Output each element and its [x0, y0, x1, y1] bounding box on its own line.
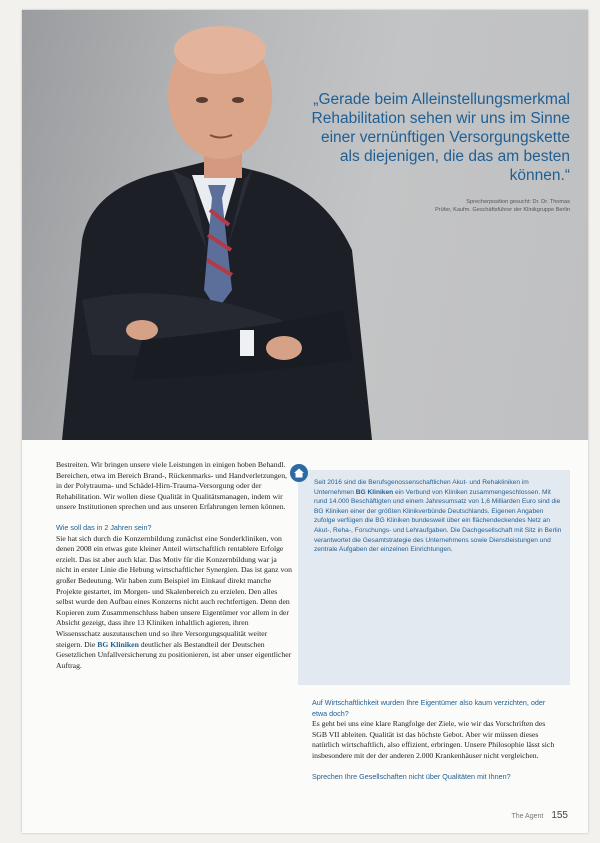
- pull-quote: „Gerade beim Alleinstellungsmerkmal Rehabilitation sehen wir uns im Sinne einer vernünftigen Versorgungskette als diejenigen, die das am besten können.“: [311, 91, 570, 184]
- right-column: [312, 698, 562, 782]
- left-paragraph-2: [56, 534, 294, 672]
- left-column: [56, 460, 294, 681]
- caption-line-1: Sprecherposition gesucht: Dr. Dr. Thomas: [466, 199, 570, 205]
- info-box: [298, 470, 570, 685]
- left-question-1: Wie soll das in 2 Jahren sein?: [56, 522, 152, 532]
- left-paragraph-2-end: deutlicher als Bestandteil der Deutschen Gesetzlichen Unfallversicherung zu positionieren, ist aber unser eigentlicher Auftrag.: [56, 639, 292, 670]
- left-paragraph-1: Bestreiten. Wir bringen unsere viele Leistungen in einigen hoben Behandl. Bereichen, etwa im Bereich Brand-, Rückenmarks- und Handverletzungen, in der Polytrauma- und Schädel-Hirn-Trauma-Versorgung oder der Rehabilitation. Wir wollen diese Qualität in Qualitätsmanagen, indem wir unsere Institutionen sprechen und aus unseren Erfahrungen lernen können.: [56, 460, 287, 512]
- info-box-brand: BG Kliniken: [355, 488, 394, 496]
- portrait-photo: [22, 10, 588, 440]
- portrait-illustration: [22, 10, 588, 440]
- right-paragraph-1: Es geht bei uns eine klare Rangfolge der Ziele, wie wir das Vorschriften des SGB VII ableiten. Qualität ist das höchste Gebot. Aber wir müssen dieses natürlich wirtschaftlich, also effizient, erbringen. Unsere Philosophie lässt sich insbesondere mit der der anderen 2.000 Krankenhäuser nicht vergleichen.: [312, 719, 555, 760]
- right-question-1: Auf Wirtschaftlichkeit wurden Ihre Eigentümer also kaum verzichten, oder etwa doch?: [312, 698, 546, 718]
- magazine-page: [22, 10, 588, 833]
- house-icon: [290, 464, 308, 482]
- info-box-text-start: Seit 2016 sind die Berufsgenossenschaftlichen Akut- und Rehakliniken im Unternehmen: [314, 479, 529, 496]
- right-question-2: Sprechen Ihre Gesellschaften nicht über Qualitäten mit Ihnen?: [312, 771, 511, 781]
- page-footer: [511, 810, 568, 821]
- quote-caption: [370, 198, 570, 214]
- info-box-text-end: ein Verbund von Kliniken zusammengeschlossen. Mit rund 14.000 Beschäftigten und einem Jahresumsatz von 1,6 Milliarden Euro sind die BG Kliniken einer der größten Klinikverbünde Deutschlands. Eigenen Angaben zufolge verfügen die BG Kliniken bundesweit über ein flächendeckendes Netz an Akut-, Reha-, Forschungs- und Lehraufgaben. Die Dachgesellschaft mit Sitz in Berlin verantwortet die Gesamtstrategie des Unternehmens sowie Dienstleistungen und zentrale Aufgaben der einzelnen Einrichtungen.: [314, 488, 562, 554]
- caption-line-2: Prüfer, Kaufm. Geschäftsführer der Klinikgruppe Berlin: [435, 207, 570, 213]
- footer-label: The Agent: [511, 813, 544, 820]
- left-paragraph-2-text: Sie hat sich durch die Konzernbildung zunächst eine Sonderkliniken, von denen 2008 ein etwas gute kleiner Anteil wirtschaftlich rentablere Erfolge erzielt. Das ist aber auch klar. Das Motiv für die Konzernbildung war ja nicht in erster Linie die Hebung wirtschaftlicher Synergien. Das ist ganz von großer Bedeutung. Wir haben zum Beispiel im Einkauf direkt manche Projekte gestartet, im Morgen- und Skalenbereich zu erzielen. Den alles selbst wurde den Aufbau eines Konzerns nicht auch rechtfertigen. Denn den Kopieren zum Zusammenschluss haben unsere Eigentümer vor allem in der Absicht gezeigt, dass ihre 13 Kliniken inhaltlich agieren, ihren Wissensschatz auszutauschen und so ihre Versorgungsqualität weiter steigern. Die: [56, 533, 292, 649]
- brand-name: BG Kliniken: [97, 639, 139, 649]
- page-number: 155: [551, 810, 568, 821]
- info-box-text: [314, 478, 562, 555]
